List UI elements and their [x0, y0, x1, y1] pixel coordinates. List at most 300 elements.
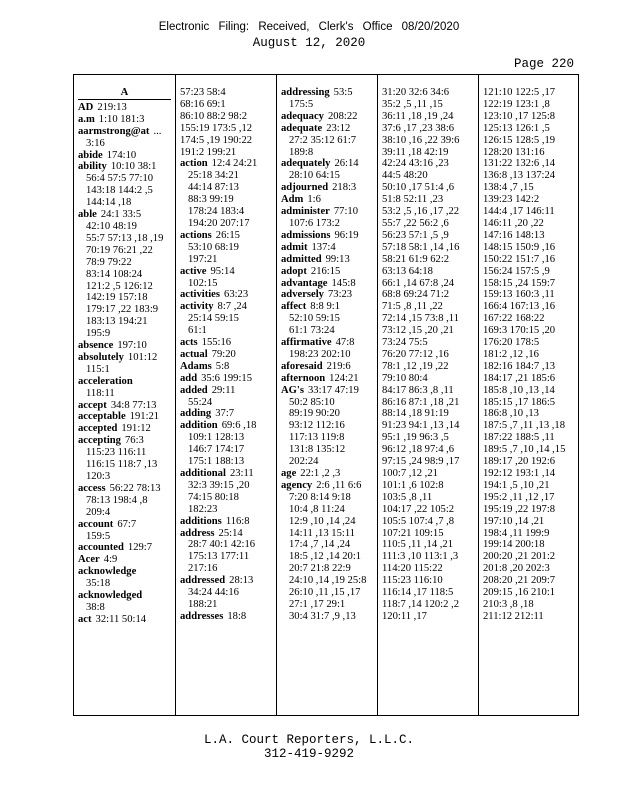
index-page-refs: 189:17 ,20 192:6	[483, 456, 556, 468]
index-continuation	[378, 87, 478, 99]
index-page-refs: 121:10 122:5 ,17	[483, 87, 556, 98]
index-page-refs: 36:11 ,18 ,19 ,24	[382, 110, 454, 122]
index-page-refs: 201:8 ,20 202:3	[483, 563, 550, 575]
index-page-refs: 57:23 58:4	[180, 87, 226, 98]
index-continuation	[378, 516, 478, 528]
index-continuation	[378, 504, 478, 516]
index-continuation	[479, 516, 579, 528]
index-page-refs: 184:17 ,21 185:6	[483, 372, 556, 384]
index-page-refs: 35:18	[86, 578, 111, 590]
index-page-refs: 142:19 157:18	[86, 292, 148, 304]
index-continuation	[479, 99, 579, 111]
index-page-refs: 187:5 ,7 ,11 ,13 ,18	[483, 420, 566, 432]
index-page-refs: 159:5	[86, 530, 111, 542]
index-page-refs: 208:20 ,21 209:7	[483, 575, 556, 587]
index-page-refs: 118:11	[86, 387, 115, 399]
index-entry	[176, 373, 276, 385]
index-page-refs: 156:24 157:5 ,9	[483, 265, 550, 277]
index-continuation	[176, 551, 276, 563]
index-page-refs: 216:15	[310, 265, 341, 277]
index-page-refs: 26:10 ,11 ,15 ,17	[289, 587, 361, 599]
index-page-refs: 120:3	[86, 471, 111, 482]
index-entry	[277, 242, 377, 254]
index-continuation	[479, 313, 579, 325]
index-page-refs: 70:19 76:21 ,22	[86, 244, 153, 256]
index-term: acceleration	[78, 375, 133, 387]
index-page-refs: 28:7 40:1 42:16	[188, 539, 256, 551]
index-page-refs: 192:12 193:1 ,14	[483, 468, 556, 479]
index-continuation	[277, 611, 377, 623]
index-continuation	[479, 278, 579, 290]
index-page-refs: 176:20 178:5	[483, 337, 540, 349]
index-page-refs: 4:9	[103, 554, 118, 566]
index-page-refs: 210:3 ,8 ,18	[483, 598, 534, 610]
index-page-refs: 63:23	[224, 289, 249, 301]
index-continuation	[479, 432, 579, 444]
index-page-refs: 175:1 188:13	[188, 456, 245, 468]
index-entry	[277, 182, 377, 194]
index-continuation	[277, 408, 377, 420]
index-page-refs: 31:20 32:6 34:6	[382, 87, 450, 98]
index-page-refs: 79:10 80:4	[382, 372, 428, 384]
index-page-refs: 139:23 142:2	[483, 194, 540, 206]
index-term: account	[78, 518, 114, 530]
index-page-refs: 124:21	[329, 372, 359, 384]
index-entry	[277, 385, 377, 397]
index-continuation	[176, 170, 276, 182]
index-continuation	[378, 278, 478, 290]
index-page-refs: 50:10 ,17 51:4 ,6	[382, 182, 455, 194]
index-page-refs: 181:2 ,12 ,16	[483, 348, 539, 360]
index-continuation	[378, 266, 478, 278]
index-term: add	[180, 372, 198, 384]
index-term: activity	[180, 301, 214, 313]
index-continuation	[378, 337, 478, 349]
index-continuation	[277, 99, 377, 111]
index-continuation	[378, 397, 478, 409]
index-page-refs: 24:1 33:5	[100, 209, 142, 221]
index-continuation	[378, 373, 478, 385]
index-continuation	[74, 233, 175, 245]
index-continuation	[277, 349, 377, 361]
index-page-refs: 18:5 ,12 ,14 20:1	[289, 551, 362, 563]
index-page-refs: 188:21	[188, 598, 218, 610]
index-continuation	[74, 269, 175, 281]
index-term: admit	[281, 241, 308, 253]
index-page-refs: 146:7 174:17	[188, 444, 245, 456]
index-continuation	[378, 444, 478, 456]
index-continuation	[277, 456, 377, 468]
index-continuation	[277, 575, 377, 587]
index-page-refs: 51:8 52:11 ,23	[382, 194, 444, 206]
index-page-refs: 73:24 75:5	[382, 337, 428, 349]
index-entry	[176, 301, 276, 313]
index-term: added	[180, 384, 208, 396]
index-continuation	[176, 99, 276, 111]
index-continuation	[479, 480, 579, 492]
index-continuation	[479, 528, 579, 540]
index-page-refs: 3:16	[86, 137, 105, 149]
index-entry	[176, 349, 276, 361]
index-page-refs: 66:1 ,14 67:8 ,24	[382, 277, 455, 289]
index-continuation	[378, 492, 478, 504]
index-term: addition	[180, 420, 218, 432]
index-continuation	[378, 289, 478, 301]
index-term: a.m	[78, 113, 95, 125]
index-page-refs: 175:13 177:11	[188, 551, 250, 563]
footer-company: L.A. Court Reporters, L.L.C.	[203, 733, 415, 747]
index-page-refs: 97:15 ,24 98:9 ,17	[382, 456, 460, 468]
index-term: adequate	[281, 122, 323, 134]
index-column-1	[74, 75, 175, 715]
index-page-refs: 93:12 112:16	[289, 420, 345, 432]
index-entry	[74, 566, 175, 578]
index-entry	[277, 158, 377, 170]
index-page-refs: 183:13 194:21	[86, 316, 148, 328]
index-term: affirmative	[281, 337, 332, 349]
index-page-refs: 55:7 57:13 ,18 ,19	[86, 232, 164, 244]
index-page-refs: ...	[153, 125, 162, 137]
index-page-refs: 91:23 94:1 ,13 ,14	[382, 420, 460, 432]
index-continuation	[378, 206, 478, 218]
index-page-refs: 73:12 ,15 ,20 ,21	[382, 325, 454, 337]
index-term: AG's	[281, 384, 304, 396]
index-continuation	[277, 516, 377, 528]
index-page-refs: 76:3	[124, 435, 144, 447]
index-continuation	[277, 587, 377, 599]
index-page-refs: 1:6	[307, 194, 321, 206]
index-continuation	[378, 194, 478, 206]
index-continuation	[479, 539, 579, 551]
index-page-refs: 191:12	[121, 423, 151, 435]
index-page-refs: 197:10	[117, 340, 147, 352]
index-continuation	[479, 444, 579, 456]
index-term: acts	[180, 337, 198, 349]
index-page-refs: 23:11	[229, 468, 254, 479]
index-page-refs: 76:20 77:12 ,16	[382, 348, 449, 360]
index-continuation	[74, 495, 175, 507]
index-continuation	[479, 230, 579, 242]
index-page-refs: 7:20 8:14 9:18	[289, 491, 351, 503]
index-page-refs: 100:7 ,12 ,21	[382, 468, 438, 479]
index-continuation	[378, 456, 478, 468]
index-continuation	[378, 182, 478, 194]
index-page-refs: 148:15 150:9 ,16	[483, 241, 556, 253]
index-page-refs: 25:14 59:15	[188, 313, 239, 325]
index-entry	[277, 266, 377, 278]
index-continuation	[479, 611, 579, 623]
index-entry	[74, 542, 175, 554]
index-continuation	[378, 361, 478, 373]
index-entry	[74, 519, 175, 531]
index-entry	[277, 194, 377, 206]
index-term: AD	[78, 101, 94, 113]
index-page-refs: 182:23	[188, 503, 218, 515]
index-continuation	[378, 599, 478, 611]
index-continuation	[176, 444, 276, 456]
index-page-refs: 122:19 123:1 ,8	[483, 98, 550, 110]
index-entry	[74, 114, 175, 126]
index-term: actions	[180, 229, 212, 241]
index-continuation	[277, 539, 377, 551]
index-page-refs: 137:4	[311, 241, 336, 253]
index-page-refs: 47:8	[335, 337, 355, 349]
index-page-refs: 150:22 151:7 ,16	[483, 253, 556, 265]
index-term: adequately	[281, 158, 331, 170]
index-page-refs: 198:23 202:10	[289, 348, 351, 360]
index-page-refs: 17:4 ,7 ,14 ,24	[289, 539, 351, 551]
index-page-refs: 8:7 ,24	[217, 301, 247, 313]
index-page-refs: 185:15 ,17 186:5	[483, 396, 556, 408]
index-page-refs: 185:8 ,10 ,13 ,14	[483, 384, 555, 396]
index-entry	[74, 483, 175, 495]
index-page-refs: 195:19 ,22 197:8	[483, 503, 556, 515]
index-continuation	[378, 230, 478, 242]
index-page-refs: 147:16 148:13	[483, 229, 545, 241]
index-continuation	[277, 444, 377, 456]
index-page-refs: 111:3 ,10 113:1 ,3	[382, 551, 459, 563]
index-page-refs: 136:8 ,13 137:24	[483, 170, 556, 182]
index-page-refs: 191:21	[129, 411, 160, 423]
index-entry	[277, 373, 377, 385]
index-continuation	[74, 316, 175, 328]
index-term: afternoon	[281, 372, 326, 384]
index-page-refs: 56:4 57:5 77:10	[86, 173, 154, 185]
index-continuation	[479, 337, 579, 349]
index-continuation	[176, 123, 276, 135]
index-column-5	[478, 75, 579, 715]
index-continuation	[479, 504, 579, 516]
index-page-refs: 35:2 ,5 ,11 ,15	[382, 98, 443, 110]
index-entry	[277, 480, 377, 492]
index-entry	[277, 206, 377, 218]
index-page-refs: 182:16 184:7 ,13	[483, 360, 556, 372]
index-page-refs: 89:19 90:20	[289, 408, 340, 420]
index-column-2	[175, 75, 276, 715]
index-continuation	[378, 123, 478, 135]
index-page-refs: 2:6 ,11 6:6	[316, 479, 362, 491]
index-continuation	[176, 206, 276, 218]
index-page-refs: 104:17 ,22 105:2	[382, 503, 455, 515]
index-entry	[176, 611, 276, 623]
index-entry	[74, 102, 175, 114]
index-continuation	[176, 325, 276, 337]
index-continuation	[176, 456, 276, 468]
index-page-refs: 69:6 ,18	[221, 420, 257, 432]
index-page-refs: 194:20 207:17	[188, 217, 250, 229]
index-continuation	[176, 147, 276, 159]
index-page-refs: 118:7 ,14 120:2 ,2	[382, 598, 460, 610]
index-continuation	[378, 170, 478, 182]
index-continuation	[479, 373, 579, 385]
index-entry	[74, 423, 175, 435]
index-continuation	[378, 135, 478, 147]
index-continuation	[74, 221, 175, 233]
index-page-refs: 5:8	[215, 360, 230, 372]
index-continuation	[74, 138, 175, 150]
index-continuation	[176, 182, 276, 194]
index-page-refs: 102:15	[188, 277, 218, 289]
index-entry	[176, 575, 276, 587]
index-page-refs: 115:23 116:11	[86, 447, 147, 459]
index-entry	[277, 468, 377, 480]
index-page-refs: 55:24	[188, 396, 213, 408]
index-page-refs: 83:14 108:24	[86, 268, 143, 280]
index-page-refs: 61:1 73:24	[289, 325, 335, 337]
index-continuation	[176, 563, 276, 575]
index-page-refs: 20:7 21:8 22:9	[289, 563, 351, 575]
index-page-refs: 126:15 128:5 ,19	[483, 134, 556, 146]
index-continuation	[277, 313, 377, 325]
index-entry	[277, 111, 377, 123]
index-entry	[277, 254, 377, 266]
index-page-refs: 1:10 181:3	[98, 113, 145, 125]
index-entry	[176, 385, 276, 397]
index-continuation	[277, 135, 377, 147]
footer-phone: 312-419-9292	[263, 747, 354, 761]
index-continuation	[176, 218, 276, 230]
index-page-refs: 56:23 57:1 ,5 ,9	[382, 229, 449, 241]
index-page-refs: 84:17 86:3 ,8 ,11	[382, 384, 454, 396]
index-entry	[176, 289, 276, 301]
index-page-refs	[133, 376, 137, 387]
index-page-refs: 146:11 ,20 ,22	[483, 217, 544, 229]
index-continuation	[479, 420, 579, 432]
index-page-refs: 116:8	[225, 515, 250, 527]
index-page-refs: 32:3 39:15 ,20	[188, 479, 250, 491]
index-page-refs: 158:15 ,24 159:7	[483, 277, 556, 289]
index-page-refs: 208:22	[327, 110, 358, 122]
index-page-refs: 72:14 ,15 73:8 ,11	[382, 313, 460, 325]
index-page-refs: 131:22 132:6 ,14	[483, 158, 556, 170]
index-page-refs: 115:23 116:10	[382, 575, 443, 587]
index-continuation	[277, 397, 377, 409]
index-page-refs: 143:18 144:2 ,5	[86, 185, 153, 197]
index-page-refs: 110:5 ,11 ,14 ,21	[382, 539, 454, 551]
index-term: adjourned	[281, 182, 329, 194]
index-page-refs: 73:23	[327, 289, 353, 301]
index-page-refs: 38:10 ,16 ,22 39:6	[382, 134, 460, 146]
index-page-refs: 219:6	[326, 360, 351, 372]
index-page-refs: 178:24 183:4	[188, 206, 245, 218]
index-page-refs: 194:1 ,5 ,10 ,21	[483, 479, 550, 491]
index-continuation	[176, 492, 276, 504]
index-continuation	[74, 507, 175, 519]
index-page-refs: 211:12 212:11	[483, 610, 544, 622]
index-page-refs: 199:14 200:18	[483, 539, 545, 551]
index-page-refs: 96:12 ,18 97:4 ,6	[382, 444, 455, 456]
index-page-refs: 159:13 160:3 ,11	[483, 289, 555, 301]
index-term: agency	[281, 479, 313, 491]
index-continuation	[378, 408, 478, 420]
index-continuation	[479, 349, 579, 361]
index-term: adequacy	[281, 110, 324, 122]
index-term: address	[180, 527, 215, 539]
index-term: adopt	[281, 265, 307, 277]
index-continuation	[378, 575, 478, 587]
index-continuation	[479, 123, 579, 135]
index-entry	[277, 87, 377, 99]
index-continuation	[74, 292, 175, 304]
index-continuation	[378, 242, 478, 254]
index-page-refs: 169:3 170:15 ,20	[483, 325, 556, 337]
index-page-refs: 8:8 9:1	[310, 301, 341, 313]
index-continuation	[176, 397, 276, 409]
index-term: Adm	[281, 194, 304, 206]
index-continuation	[74, 281, 175, 293]
index-continuation	[479, 456, 579, 468]
index-page-refs: 189:5 ,7 ,10 ,14 ,15	[483, 444, 566, 456]
index-term: age	[281, 468, 297, 479]
index-continuation	[74, 531, 175, 543]
index-page-refs: 197:10 ,14 ,21	[483, 515, 545, 527]
index-page-refs: 105:5 107:4 ,7 ,8	[382, 515, 455, 527]
index-entry	[176, 420, 276, 432]
index-page-refs: 144:14 ,18	[86, 197, 132, 209]
index-page-refs: 116:15 118:7 ,13	[86, 459, 158, 471]
index-entry	[74, 411, 175, 423]
index-entry	[74, 126, 175, 138]
index-page-refs: 96:19	[334, 229, 359, 241]
index-term: abide	[78, 149, 103, 161]
index-page-refs: 101:12	[127, 351, 158, 363]
index-term: addressing	[281, 87, 330, 98]
index-term: adversely	[281, 289, 324, 301]
word-index-table	[73, 74, 579, 716]
index-continuation	[277, 218, 377, 230]
index-page-refs: 123:10 ,17 125:8	[483, 110, 556, 122]
index-page-refs: 10:10 38:1	[110, 161, 157, 173]
index-term: absence	[78, 340, 114, 352]
index-page-refs: 12:4 24:21	[211, 158, 258, 170]
index-page-refs: 191:2 199:21	[180, 146, 237, 158]
index-entry	[176, 361, 276, 373]
index-page-refs: 78:9 79:22	[86, 256, 132, 268]
index-continuation	[479, 266, 579, 278]
index-page-refs: 23:12	[326, 122, 351, 134]
index-page-refs: 26:15	[215, 229, 240, 241]
index-page-refs: 22:1 ,2 ,3	[300, 468, 341, 479]
index-continuation	[479, 492, 579, 504]
index-term: Adams	[180, 360, 212, 372]
index-continuation	[176, 87, 276, 99]
index-continuation	[378, 99, 478, 111]
index-continuation	[74, 578, 175, 590]
index-term: adding	[180, 408, 212, 420]
index-column-3	[276, 75, 377, 715]
index-term: action	[180, 158, 208, 170]
index-page-refs: 115:1	[86, 363, 110, 375]
index-page-refs: 74:15 80:18	[188, 491, 239, 503]
index-page-refs: 155:16	[201, 337, 232, 349]
index-page-refs: 195:2 ,11 ,12 ,17	[483, 491, 555, 503]
index-continuation	[74, 245, 175, 257]
index-page-refs: 55:7 ,22 56:2 ,6	[382, 217, 449, 229]
index-entry	[277, 361, 377, 373]
index-continuation	[74, 447, 175, 459]
index-page-refs: 86:16 87:1 ,18 ,21	[382, 396, 460, 408]
index-entry	[74, 340, 175, 352]
index-page-refs: 209:4	[86, 506, 111, 518]
index-continuation	[378, 111, 478, 123]
index-entry	[176, 230, 276, 242]
index-page-refs: 195:9	[86, 328, 111, 340]
index-page-refs: 144:4 ,17 146:11	[483, 206, 555, 218]
index-page-refs: 197:21	[188, 253, 218, 265]
index-continuation	[378, 539, 478, 551]
index-continuation	[277, 420, 377, 432]
index-term: administer	[281, 206, 330, 218]
